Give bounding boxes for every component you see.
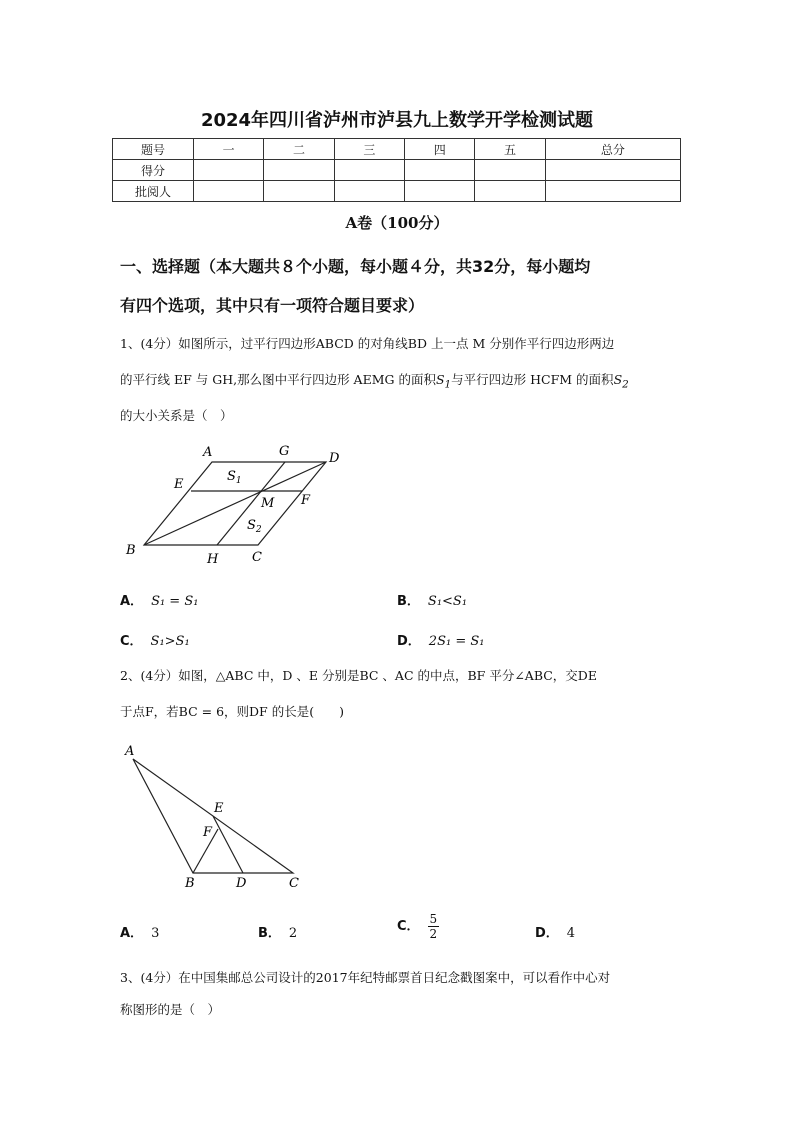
score-cell[interactable] [264, 181, 334, 202]
q1-parallelogram-figure [115, 440, 355, 570]
q1-option-a[interactable]: A． S₁ = S₁ [120, 594, 199, 609]
table-header-cell: 总分 [545, 139, 680, 160]
label-A: A [203, 445, 213, 460]
q1-option-b[interactable]: B． S₁<S₁ [397, 594, 468, 609]
q1-option-d[interactable]: D． 2S₁ = S₁ [397, 634, 485, 649]
q2-line2: 于点F，若BC = 6，则DF 的长是( ) [120, 704, 344, 719]
label-M: M [261, 496, 275, 511]
row-label: 得分 [113, 160, 194, 181]
label-B: B [126, 543, 136, 558]
table-row [113, 181, 681, 202]
table-header-cell: 五 [475, 139, 545, 160]
q1-line3: 的大小关系是（ ） [120, 408, 233, 423]
score-cell[interactable] [334, 181, 404, 202]
label-B: B [185, 876, 195, 891]
table-header-cell: 二 [264, 139, 334, 160]
table-row [113, 160, 681, 181]
q3-line2: 称图形的是（ ） [120, 1002, 221, 1017]
label-F: F [203, 825, 213, 840]
score-cell[interactable] [194, 181, 264, 202]
score-cell[interactable] [545, 160, 680, 181]
q2-triangle-figure [115, 738, 315, 893]
label-S1: $S_1$ [227, 469, 242, 486]
q2-option-c[interactable]: C． $\frac{5}{2}$ [397, 912, 438, 941]
score-table [112, 138, 681, 202]
score-cell[interactable] [475, 160, 545, 181]
q2-option-d[interactable]: D． 4 [535, 926, 576, 941]
score-cell[interactable] [194, 160, 264, 181]
fraction: $\frac{5}{2}$ [429, 912, 438, 941]
score-cell[interactable] [264, 160, 334, 181]
table-header-cell: 一 [194, 139, 264, 160]
label-C: C [252, 550, 262, 565]
score-cell[interactable] [545, 181, 680, 202]
label-E: E [174, 477, 184, 492]
q1-option-c[interactable]: C． S₁>S₁ [120, 634, 190, 649]
label-D: D [236, 876, 247, 891]
label-A: A [125, 744, 135, 759]
label-H: H [207, 552, 219, 567]
score-cell[interactable] [475, 181, 545, 202]
part1-heading-line2: 有四个选项，其中只有一项符合题目要求） [120, 296, 425, 315]
part1-heading-line1: 一、选择题（本大题共８个小题，每小题４分，共32分，每小题均 [120, 257, 591, 276]
q2-option-a[interactable]: A． 3 [120, 926, 160, 941]
page-title: 2024年四川省泸州市泸县九上数学开学检测试题 [200, 110, 594, 131]
label-D: D [329, 451, 340, 466]
q1-line1: 1、(4分）如图所示，过平行四边形ABCD 的对角线BD 上一点 M 分别作平行四边形两边 [120, 336, 615, 351]
q2-line1: 2、(4分）如图，△ABC 中，D 、E 分别是BC 、AC 的中点，BF 平分∠ABC，交DE [120, 668, 597, 683]
table-header-cell: 四 [405, 139, 475, 160]
score-cell[interactable] [405, 160, 475, 181]
score-cell[interactable] [334, 160, 404, 181]
q1-line2 [120, 362, 680, 403]
table-row [113, 139, 681, 160]
table-header-cell: 题号 [113, 139, 194, 160]
q1-line2-text-a: 的平行线 EF 与 GH,那么图中平行四边形 AEMG 的面积 [120, 372, 436, 387]
q3-line1: 3、(4分）在中国集邮总公司设计的2017年纪特邮票首日纪念戳图案中，可以看作中心对 [120, 970, 611, 985]
label-E: E [214, 801, 224, 816]
label-C: C [289, 876, 299, 891]
q1-line2-text-b: 与平行四边形 HCFM 的面积 [451, 372, 614, 387]
row-label: 批阅人 [113, 181, 194, 202]
score-cell[interactable] [405, 181, 475, 202]
label-G: G [279, 444, 290, 459]
q2-option-b[interactable]: B． 2 [258, 926, 298, 941]
q1-s1-symbol: $S_1$ [435, 372, 452, 391]
label-F: F [301, 493, 311, 508]
q1-s2-symbol: $S_2$ [613, 372, 629, 391]
label-S2: $S_2$ [247, 518, 262, 535]
section-a-heading: A卷（100分） [345, 214, 449, 232]
table-header-cell: 三 [334, 139, 404, 160]
